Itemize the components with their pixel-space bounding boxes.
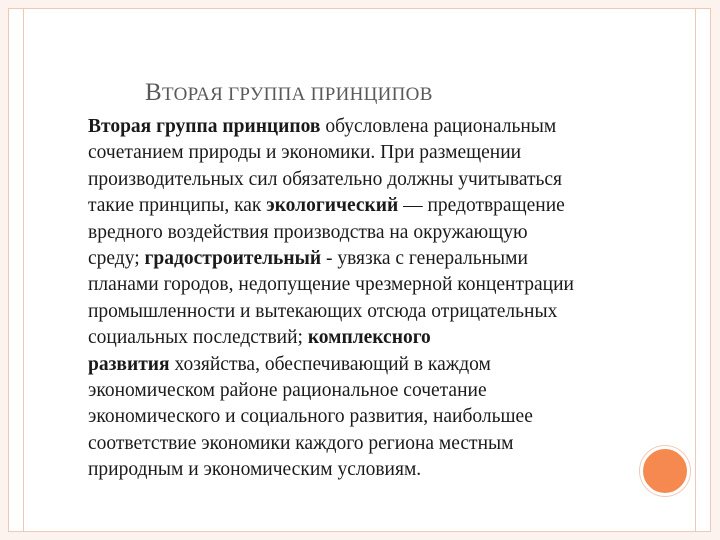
- text-line: производительных сил обязательно должны учитываться: [88, 168, 563, 190]
- text-line: экономического и социального развития, наибольшее: [88, 406, 533, 428]
- text-line: сочетанием природы и экономики. При размещении: [88, 142, 522, 164]
- text-line: промышленности и вытекающих отсюда отрицательных: [88, 300, 558, 322]
- text-line: природным и экономическим условиям.: [88, 459, 422, 481]
- text-line: Вторая группа принципов обусловлена рациональным: [88, 116, 557, 137]
- text-line: экономическом районе рациональное сочетание: [88, 380, 487, 402]
- frame-line-left: [23, 9, 24, 531]
- text-line: такие принципы, как экологический — предотвращение: [88, 195, 565, 217]
- text-line: социальных последствий; комплексного: [88, 327, 431, 349]
- decorative-circle: [640, 446, 690, 496]
- text-line: планами городов, недопущение чрезмерной концентрации: [88, 274, 574, 296]
- text-line: развития хозяйства, обеспечивающий в каждом: [88, 353, 491, 375]
- text-line: среду; градостроительный - увязка с генеральными: [88, 248, 528, 270]
- text-line: вредного воздействия производства на окружающую: [88, 221, 528, 243]
- body-paragraph: [88, 114, 700, 484]
- slide-title: ВТОРАЯ ГРУППА ПРИНЦИПОВ: [145, 79, 433, 106]
- text-line: соответствие экономики каждого региона местным: [88, 432, 514, 454]
